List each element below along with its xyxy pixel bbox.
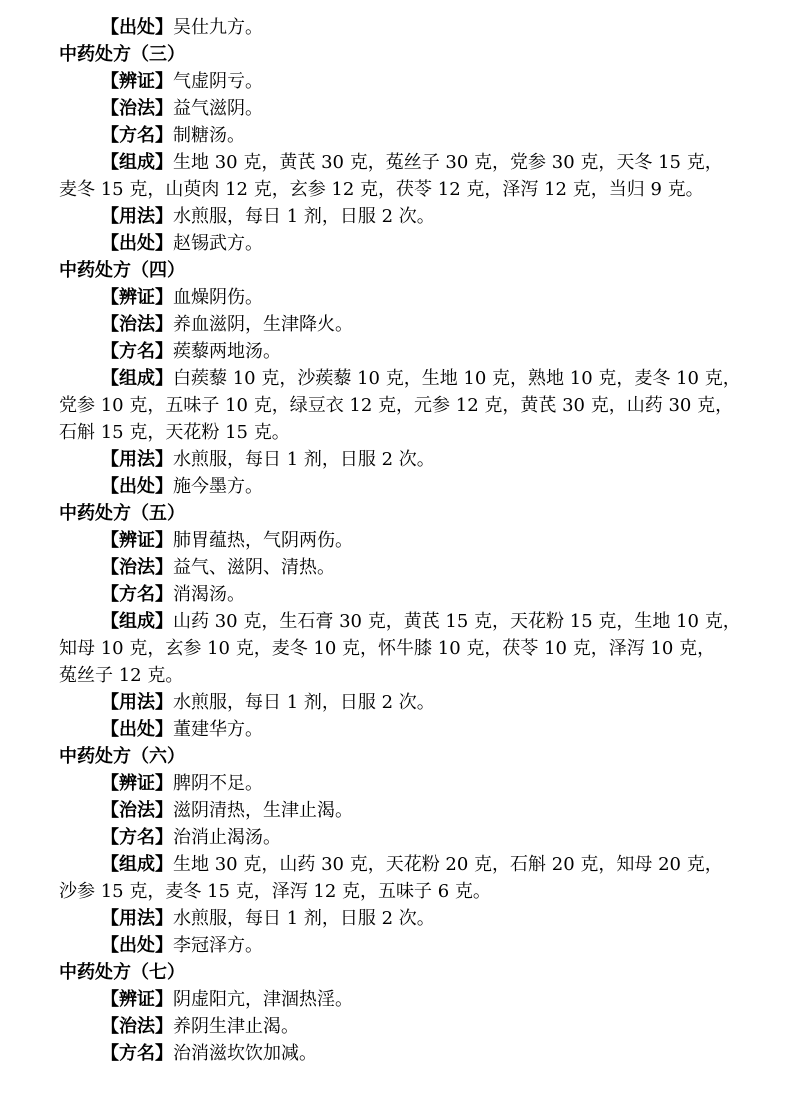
field-text: 益气滋阴。: [173, 98, 263, 119]
text-line: [101, 556, 749, 579]
field-text: 山药 30 克，生石膏 30 克，黄芪 15 克，天花粉 15 克，生地 10 克，: [173, 611, 741, 632]
text-line: [101, 151, 749, 174]
text-line: [101, 475, 749, 498]
text-line: [101, 799, 749, 822]
text-line: [101, 16, 749, 39]
section-heading: 中药处方（六）: [59, 746, 185, 767]
text-line: [101, 853, 749, 876]
field-label: 【治法】: [101, 557, 173, 578]
field-label: 【用法】: [101, 692, 173, 713]
field-text: 血燥阴伤。: [173, 287, 263, 308]
field-label: 【方名】: [101, 827, 173, 848]
text-line: [101, 232, 749, 255]
field-label: 【方名】: [101, 584, 173, 605]
text-line-continuation: 石斛 15 克，天花粉 15 克。: [59, 422, 290, 443]
field-label: 【辨证】: [101, 989, 173, 1010]
text-line: [101, 610, 749, 633]
field-text: 赵锡武方。: [173, 233, 263, 254]
field-text: 水煎服，每日 1 剂，日服 2 次。: [173, 449, 435, 470]
text-line: [101, 97, 749, 120]
field-label: 【方名】: [101, 125, 173, 146]
field-text: 滋阴清热，生津止渴。: [173, 800, 353, 821]
text-line-continuation: 沙参 15 克，麦冬 15 克，泽泻 12 克，五味子 6 克。: [59, 881, 491, 902]
field-label: 【出处】: [101, 233, 173, 254]
text-line: [101, 367, 749, 390]
text-line-continuation: 菟丝子 12 克。: [59, 665, 184, 686]
text-line: [101, 826, 749, 849]
field-label: 【出处】: [101, 719, 173, 740]
field-label: 【组成】: [101, 368, 173, 389]
field-text: 治消止渴汤。: [173, 827, 281, 848]
text-line: [101, 1042, 749, 1065]
field-text: 养阴生津止渴。: [173, 1016, 299, 1037]
field-label: 【出处】: [101, 17, 173, 38]
field-label: 【治法】: [101, 98, 173, 119]
field-label: 【用法】: [101, 206, 173, 227]
field-label: 【出处】: [101, 476, 173, 497]
field-text: 制糖汤。: [173, 125, 245, 146]
field-text: 肺胃蕴热，气阴两伤。: [173, 530, 353, 551]
text-line: [101, 448, 749, 471]
section-heading: 中药处方（三）: [59, 44, 185, 65]
text-line: [101, 205, 749, 228]
section-heading: 中药处方（四）: [59, 260, 185, 281]
text-line: [101, 772, 749, 795]
field-text: 水煎服，每日 1 剂，日服 2 次。: [173, 908, 435, 929]
field-label: 【方名】: [101, 1043, 173, 1064]
field-text: 气虚阴亏。: [173, 71, 263, 92]
field-text: 施今墨方。: [173, 476, 263, 497]
text-line: [101, 124, 749, 147]
text-line: [101, 286, 749, 309]
field-label: 【辨证】: [101, 71, 173, 92]
field-label: 【组成】: [101, 611, 173, 632]
field-text: 治消滋坎饮加减。: [173, 1043, 317, 1064]
section-heading: 中药处方（五）: [59, 503, 185, 524]
field-label: 【方名】: [101, 341, 173, 362]
field-text: 生地 30 克，黄芪 30 克，菟丝子 30 克，党参 30 克，天冬 15 克，: [173, 152, 723, 173]
field-label: 【治法】: [101, 314, 173, 335]
field-label: 【组成】: [101, 152, 173, 173]
field-text: 水煎服，每日 1 剂，日服 2 次。: [173, 692, 435, 713]
text-line: [101, 1015, 749, 1038]
text-line: [101, 313, 749, 336]
field-label: 【辨证】: [101, 773, 173, 794]
text-line: [101, 340, 749, 363]
field-label: 【治法】: [101, 1016, 173, 1037]
text-line: [101, 583, 749, 606]
field-text: 蒺藜两地汤。: [173, 341, 281, 362]
field-text: 养血滋阴，生津降火。: [173, 314, 353, 335]
field-label: 【辨证】: [101, 287, 173, 308]
field-text: 吴仕九方。: [173, 17, 263, 38]
field-label: 【辨证】: [101, 530, 173, 551]
text-line-continuation: 知母 10 克，玄参 10 克，麦冬 10 克，怀牛膝 10 克，茯苓 10 克，泽泻 10 克，: [59, 638, 716, 659]
section-heading: 中药处方（七）: [59, 962, 185, 983]
field-text: 益气、滋阴、清热。: [173, 557, 335, 578]
field-label: 【用法】: [101, 908, 173, 929]
field-text: 董建华方。: [173, 719, 263, 740]
text-line: [101, 934, 749, 957]
field-text: 消渴汤。: [173, 584, 245, 605]
text-line: [101, 988, 749, 1011]
field-text: 李冠泽方。: [173, 935, 263, 956]
text-line-continuation: 党参 10 克，五味子 10 克，绿豆衣 12 克，元参 12 克，黄芪 30 克，山药 30 克，: [59, 395, 734, 416]
text-line: [101, 691, 749, 714]
field-text: 阴虚阳亢，津涸热淫。: [173, 989, 353, 1010]
field-text: 脾阴不足。: [173, 773, 263, 794]
field-label: 【用法】: [101, 449, 173, 470]
field-label: 【出处】: [101, 935, 173, 956]
field-label: 【组成】: [101, 854, 173, 875]
text-line: [101, 70, 749, 93]
text-line: [101, 529, 749, 552]
text-line: [101, 907, 749, 930]
field-label: 【治法】: [101, 800, 173, 821]
field-text: 白蒺藜 10 克，沙蒺藜 10 克，生地 10 克，熟地 10 克，麦冬 10 克，: [173, 368, 741, 389]
field-text: 生地 30 克，山药 30 克，天花粉 20 克，石斛 20 克，知母 20 克，: [173, 854, 723, 875]
field-text: 水煎服，每日 1 剂，日服 2 次。: [173, 206, 435, 227]
text-line: [101, 718, 749, 741]
text-line-continuation: 麦冬 15 克，山萸肉 12 克，玄参 12 克，茯苓 12 克，泽泻 12 克，当归 9 克。: [59, 179, 704, 200]
